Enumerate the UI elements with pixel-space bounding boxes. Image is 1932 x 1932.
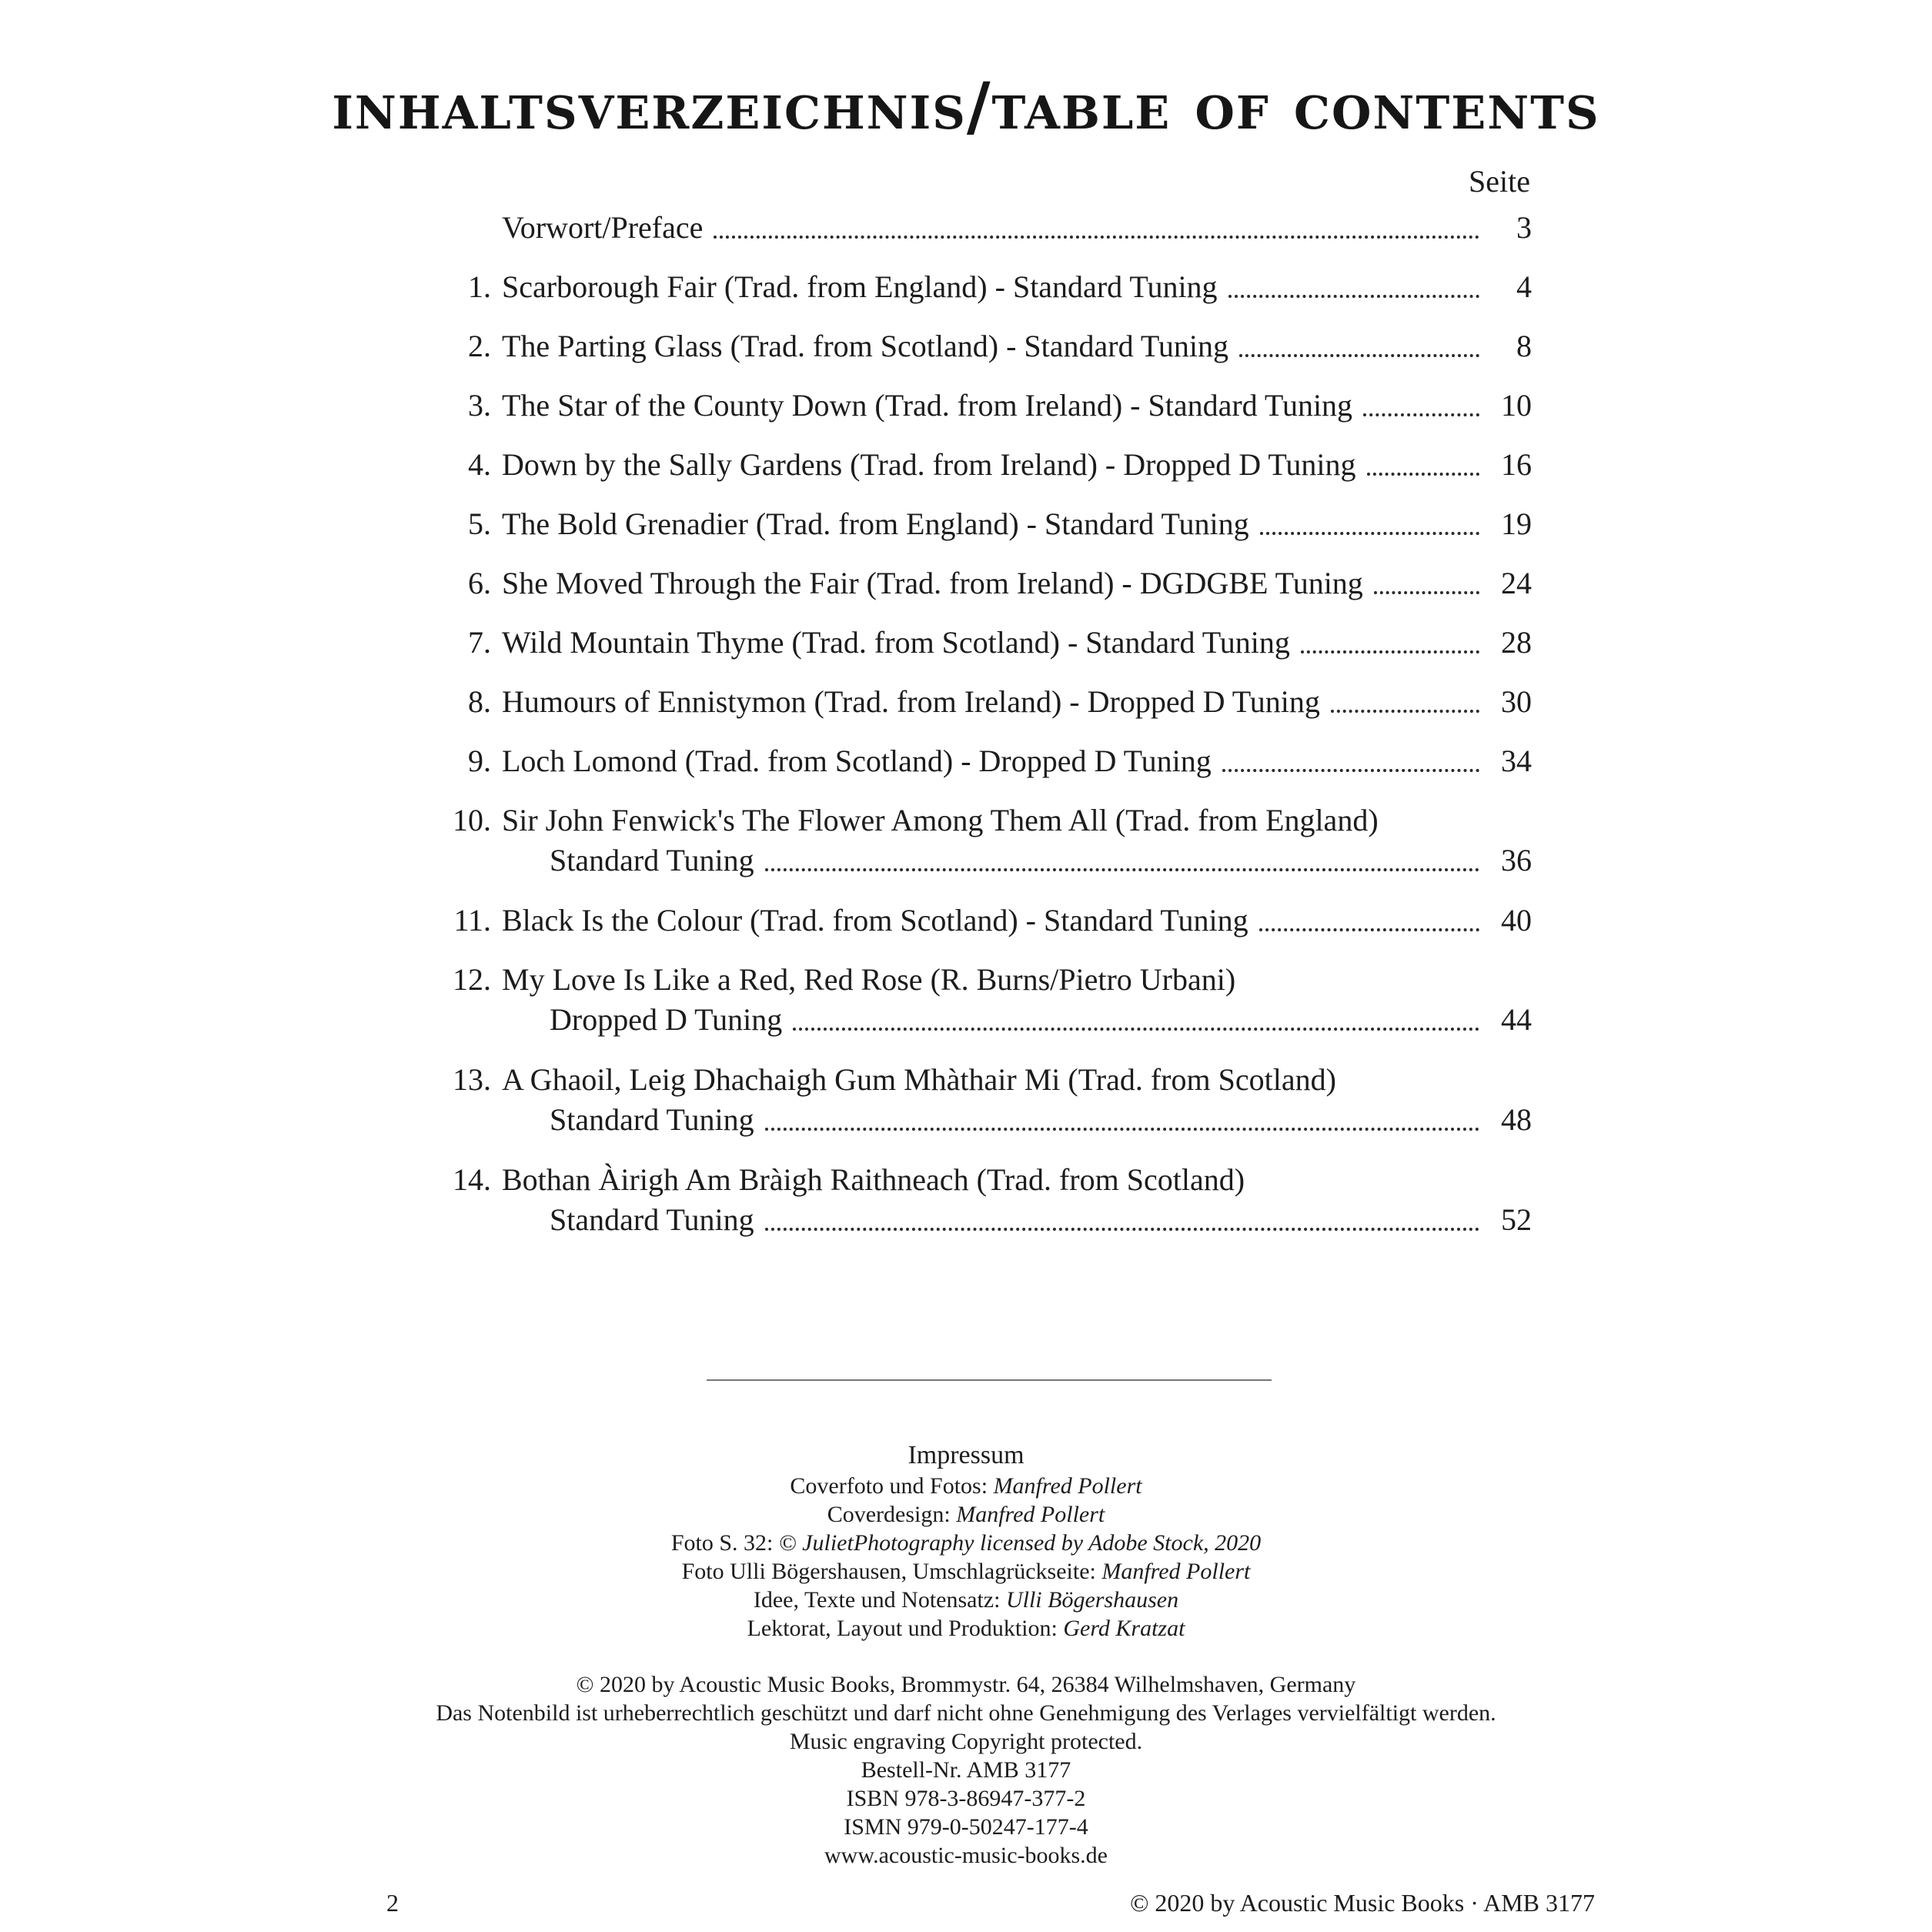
toc-entry[interactable]	[431, 208, 1532, 248]
leader-dots	[1222, 768, 1479, 772]
leader-dots	[1259, 928, 1479, 931]
toc-page: 8	[1516, 329, 1532, 363]
toc-tuning: Standard Tuning	[550, 843, 754, 877]
copyright-block	[0, 1670, 1932, 1870]
leader-dots	[793, 1027, 1479, 1031]
copyright-notice: Das Notenbild ist urheberrechtlich geschützt und darf nicht ohne Genehmigung des Verlages vervielfältigt werden.	[436, 1700, 1496, 1726]
toc-number: 10.	[453, 803, 491, 837]
toc-page: 24	[1501, 566, 1532, 600]
credit-line: Lektorat, Layout und Produktion: Gerd Kratzat	[747, 1616, 1185, 1641]
toc-title: The Star of the County Down (Trad. from Ireland) - Standard Tuning	[502, 388, 1353, 423]
leader-dots	[1363, 413, 1479, 416]
toc-title: Humours of Ennistymon (Trad. from Ireland) - Dropped D Tuning	[502, 684, 1320, 719]
toc-page: 36	[1501, 843, 1532, 877]
toc-page: 52	[1501, 1202, 1532, 1237]
toc-page: 34	[1501, 744, 1532, 778]
toc-number: 13.	[453, 1062, 491, 1097]
page-number: 2	[386, 1889, 399, 1917]
toc-number: 12.	[453, 962, 491, 997]
footer-copyright: © 2020 by Acoustic Music Books · AMB 3177	[1130, 1889, 1595, 1917]
toc-page: 40	[1501, 903, 1532, 938]
toc-entry[interactable]	[431, 1060, 1532, 1140]
toc-title: My Love Is Like a Red, Red Rose (R. Burns/Pietro Urbani)	[502, 962, 1236, 997]
toc-number: 4.	[468, 447, 491, 482]
toc-entry[interactable]	[431, 682, 1532, 722]
toc-entry[interactable]	[431, 623, 1532, 663]
leader-dots	[765, 1227, 1479, 1231]
toc-title: The Parting Glass (Trad. from Scotland) - Standard Tuning	[502, 329, 1229, 363]
page-column-header: Seite	[1469, 164, 1530, 199]
engraving-notice: Music engraving Copyright protected.	[789, 1729, 1143, 1754]
toc-number: 6.	[468, 566, 491, 600]
toc-title: Black Is the Colour (Trad. from Scotland) - Standard Tuning	[502, 903, 1248, 938]
toc-page: 19	[1501, 506, 1532, 541]
toc-title: Vorwort/Preface	[502, 210, 704, 245]
toc-number: 2.	[468, 329, 491, 363]
toc-entry[interactable]	[431, 386, 1532, 426]
leader-dots	[1331, 709, 1479, 713]
table-of-contents	[431, 208, 1532, 1260]
toc-entry[interactable]	[431, 741, 1532, 781]
toc-page: 4	[1516, 269, 1532, 304]
toc-number: 7.	[468, 625, 491, 660]
order-number: Bestell-Nr. AMB 3177	[861, 1757, 1071, 1783]
toc-entry[interactable]	[431, 1160, 1532, 1240]
toc-title: Loch Lomond (Trad. from Scotland) - Dropped D Tuning	[502, 744, 1212, 778]
toc-title: Scarborough Fair (Trad. from England) - Standard Tuning	[502, 269, 1218, 304]
toc-tuning: Standard Tuning	[550, 1202, 754, 1237]
website-link[interactable]: www.acoustic-music-books.de	[824, 1843, 1108, 1868]
toc-title: Wild Mountain Thyme (Trad. from Scotland) - Standard Tuning	[502, 625, 1290, 660]
toc-number: 3.	[468, 388, 491, 423]
toc-title: Down by the Sally Gardens (Trad. from Ireland) - Dropped D Tuning	[502, 447, 1356, 482]
toc-tuning: Dropped D Tuning	[550, 1002, 783, 1037]
section-divider	[707, 1379, 1272, 1381]
toc-number: 14.	[453, 1162, 491, 1197]
toc-page: 10	[1501, 388, 1532, 423]
toc-number: 5.	[468, 506, 491, 541]
toc-page: 30	[1501, 684, 1532, 719]
leader-dots	[1228, 294, 1479, 298]
leader-dots	[1239, 353, 1479, 357]
toc-entry[interactable]	[431, 563, 1532, 603]
toc-page: 28	[1501, 625, 1532, 660]
credit-line: Foto Ulli Bögershausen, Umschlagrückseite: Manfred Pollert	[681, 1559, 1251, 1584]
toc-entry[interactable]	[431, 801, 1532, 881]
toc-title: Bothan Àirigh Am Bràigh Raithneach (Trad. from Scotland)	[502, 1162, 1245, 1197]
toc-entry[interactable]	[431, 267, 1532, 307]
toc-entry[interactable]	[431, 901, 1532, 941]
ismn: ISMN 979-0-50247-177-4	[844, 1814, 1088, 1840]
credit-line: Foto S. 32: © JulietPhotography licensed by Adobe Stock, 2020	[670, 1530, 1262, 1556]
impressum-block	[0, 1439, 1932, 1643]
toc-title: Sir John Fenwick's The Flower Among Them All (Trad. from England)	[502, 803, 1379, 837]
toc-title: The Bold Grenadier (Trad. from England) - Standard Tuning	[502, 506, 1249, 541]
page-title: inhaltsverzeichnis/table of contents	[332, 68, 1600, 144]
toc-number: 1.	[468, 269, 491, 304]
toc-number: 11.	[453, 903, 491, 938]
credit-line: Idee, Texte und Notensatz: Ulli Bögershausen	[753, 1587, 1179, 1613]
leader-dots	[714, 235, 1479, 239]
impressum-heading: Impressum	[908, 1441, 1024, 1469]
toc-entry[interactable]	[431, 960, 1532, 1040]
leader-dots	[765, 867, 1479, 871]
toc-title: She Moved Through the Fair (Trad. from Ireland) - DGDGBE Tuning	[502, 566, 1363, 600]
toc-entry[interactable]	[431, 445, 1532, 485]
toc-page: 48	[1501, 1102, 1532, 1137]
toc-entry[interactable]	[431, 504, 1532, 544]
leader-dots	[765, 1127, 1479, 1131]
copyright-line: © 2020 by Acoustic Music Books, Brommystr. 64, 26384 Wilhelmshaven, Germany	[576, 1672, 1356, 1697]
toc-number: 9.	[468, 744, 491, 778]
toc-entry[interactable]	[431, 326, 1532, 366]
toc-title: A Ghaoil, Leig Dhachaigh Gum Mhàthair Mi (Trad. from Scotland)	[502, 1062, 1336, 1097]
credit-line: Coverdesign: Manfred Pollert	[827, 1502, 1105, 1527]
toc-tuning: Standard Tuning	[550, 1102, 754, 1137]
toc-page: 44	[1501, 1002, 1532, 1037]
credit-line: Coverfoto und Fotos: Manfred Pollert	[790, 1473, 1142, 1499]
toc-number: 8.	[468, 684, 491, 719]
toc-page: 3	[1516, 210, 1532, 245]
isbn: ISBN 978-3-86947-377-2	[846, 1786, 1086, 1811]
leader-dots	[1367, 472, 1480, 476]
toc-page: 16	[1501, 447, 1532, 482]
leader-dots	[1374, 590, 1479, 594]
leader-dots	[1301, 650, 1479, 653]
leader-dots	[1260, 531, 1479, 535]
